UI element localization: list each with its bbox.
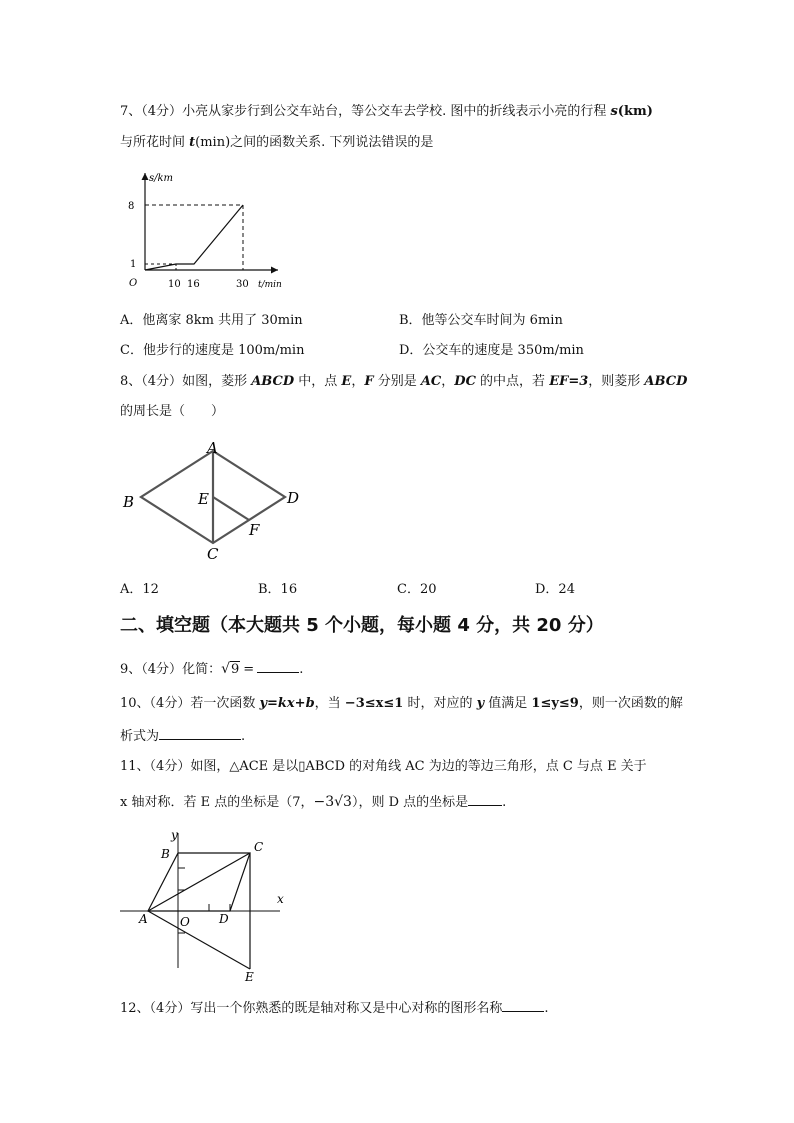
label-c: C	[254, 840, 264, 854]
origin-label: O	[129, 278, 138, 289]
q11-line2b: ），则 D 点的坐标是	[351, 795, 469, 810]
label-b: B	[161, 847, 170, 861]
q9-end: .	[299, 662, 304, 677]
q7-option-b[interactable]: B．他等公交车时间为 6min	[399, 313, 563, 328]
q8-ac: AC	[420, 374, 442, 389]
xtick-30: 30	[236, 279, 249, 290]
q7-line2	[120, 134, 433, 152]
q12-text: 写出一个你熟悉的既是轴对称又是中心对称的图形名称	[190, 1001, 503, 1016]
label-a: A	[207, 439, 218, 457]
ytick-8: 8	[128, 201, 135, 212]
q10-y: y	[476, 696, 485, 711]
q10-func: y=kx+b	[259, 696, 315, 711]
q10-t2: ，当	[314, 696, 345, 711]
q8-option-a[interactable]: A．12	[120, 582, 159, 597]
travel-polyline	[145, 205, 243, 270]
q11-end: .	[502, 795, 507, 810]
unit-km: (km)	[617, 104, 653, 119]
label-y: y	[171, 828, 178, 842]
q11-line2a: x 轴对称．若 E 点的坐标是（7，	[120, 795, 314, 810]
xtick-16: 16	[187, 279, 200, 290]
q7-text2a: 与所花时间	[120, 135, 190, 150]
q8-rhombus-figure	[115, 435, 315, 565]
q9-equals: =	[243, 662, 255, 677]
label-b: B	[123, 493, 135, 511]
q8-t7: ，则菱形	[588, 374, 645, 389]
q9-number: 9、	[120, 662, 142, 677]
q8-option-b[interactable]: B．16	[258, 582, 298, 597]
label-d: D	[287, 489, 300, 507]
q10-line2-text: 析式为	[120, 729, 160, 744]
q11-line2	[120, 793, 506, 812]
q10-number: 10、	[120, 696, 150, 711]
q8-number: 8、	[120, 374, 142, 389]
q8-t6: 的中点，若	[475, 374, 550, 389]
q7-text2b: (min)之间的函数关系. 下列说法错误的是	[195, 135, 434, 150]
q8-ef: EF=3	[549, 374, 589, 389]
section-title: 二、填空题（本大题共 5 个小题，每小题 4 分，共 20 分）	[120, 615, 604, 636]
q11-line1	[120, 758, 647, 776]
q10-line2	[120, 727, 245, 746]
q7-points: （4分）	[141, 104, 183, 119]
q11-answer-blank[interactable]	[468, 793, 502, 806]
q11-coord: −3√3	[313, 794, 352, 810]
q8-dc: DC	[454, 374, 476, 389]
segment-ef	[213, 497, 249, 520]
q8-points: （4分）	[141, 374, 183, 389]
q7-option-d[interactable]: D．公交车的速度是 350m/min	[399, 343, 584, 358]
xtick-10: 10	[168, 279, 181, 290]
q8-abcd2: ABCD	[644, 374, 688, 389]
label-d: D	[219, 912, 229, 926]
label-f: F	[249, 521, 260, 539]
q10-points: （4分）	[149, 696, 191, 711]
q7-graph	[115, 165, 295, 295]
label-c: C	[207, 545, 219, 563]
q10-line1	[120, 695, 683, 713]
q12-number: 12、	[120, 1001, 150, 1016]
y-axis-label: s/km	[149, 173, 174, 184]
q12-end: .	[544, 1001, 549, 1016]
q8-option-c[interactable]: C．20	[397, 582, 437, 597]
q9-answer-blank[interactable]	[257, 660, 299, 673]
var-t: t	[189, 135, 196, 150]
x-axis-label: t/min	[258, 280, 282, 290]
q10-t1: 若一次函数	[190, 696, 260, 711]
q7-option-c[interactable]: C．他步行的速度是 100m/min	[120, 343, 305, 358]
q8-t5: ，	[441, 374, 455, 389]
q10-answer-blank[interactable]	[159, 727, 241, 740]
q10-cond1: −3≤x≤1	[344, 696, 404, 711]
q8-f: F	[364, 374, 374, 389]
q11-points: （4分）	[149, 759, 191, 774]
label-o: O	[180, 915, 190, 929]
q10-cond2: 1≤y≤9	[531, 696, 579, 711]
q10-t3: 时，对应的	[403, 696, 477, 711]
q7-text: 小亮从家步行到公交车站台，等公交车去学校. 图中的折线表示小亮的行程	[182, 104, 611, 119]
q7-option-a[interactable]: A．他离家 8km 共用了 30min	[120, 313, 303, 328]
q9-points: （4分）	[141, 662, 183, 677]
q8-t2: 中，点	[294, 374, 342, 389]
q8-line1	[120, 373, 687, 391]
q11-figure	[115, 828, 300, 988]
label-e: E	[198, 490, 209, 508]
q11-number: 11、	[120, 759, 150, 774]
q7-line1	[120, 103, 653, 121]
q11-t1: 如图，△ACE 是以▯ABCD 的对角线 AC 为边的等边三角形，点 C 与点 E 关于	[190, 759, 647, 774]
q8-t4: 分别是	[373, 374, 421, 389]
q12-points: （4分）	[149, 1001, 191, 1016]
label-x: x	[277, 892, 284, 906]
q10-t5: ，则一次函数的解	[578, 696, 683, 711]
label-e: E	[245, 970, 254, 984]
q10-end: .	[241, 729, 246, 744]
q8-abcd: ABCD	[251, 374, 295, 389]
q7-number: 7、	[120, 104, 142, 119]
q8-option-d[interactable]: D．24	[535, 582, 575, 597]
var-s: s	[610, 104, 618, 119]
segment-ae	[148, 911, 250, 969]
q8-line2: 的周长是（ ）	[120, 404, 225, 419]
q9-radicand: 9	[231, 662, 240, 677]
label-a: A	[139, 912, 148, 926]
q8-e: E	[341, 374, 352, 389]
q8-t1: 如图，菱形	[182, 374, 252, 389]
q10-t4: 值满足	[484, 696, 532, 711]
q8-t3: ，	[351, 374, 365, 389]
sqrt-symbol: √	[221, 661, 230, 677]
q12-line	[120, 999, 548, 1018]
q9-line	[120, 660, 303, 679]
q9-text: 化简：	[182, 662, 222, 677]
ytick-1: 1	[130, 259, 137, 270]
q12-answer-blank[interactable]	[502, 999, 544, 1012]
